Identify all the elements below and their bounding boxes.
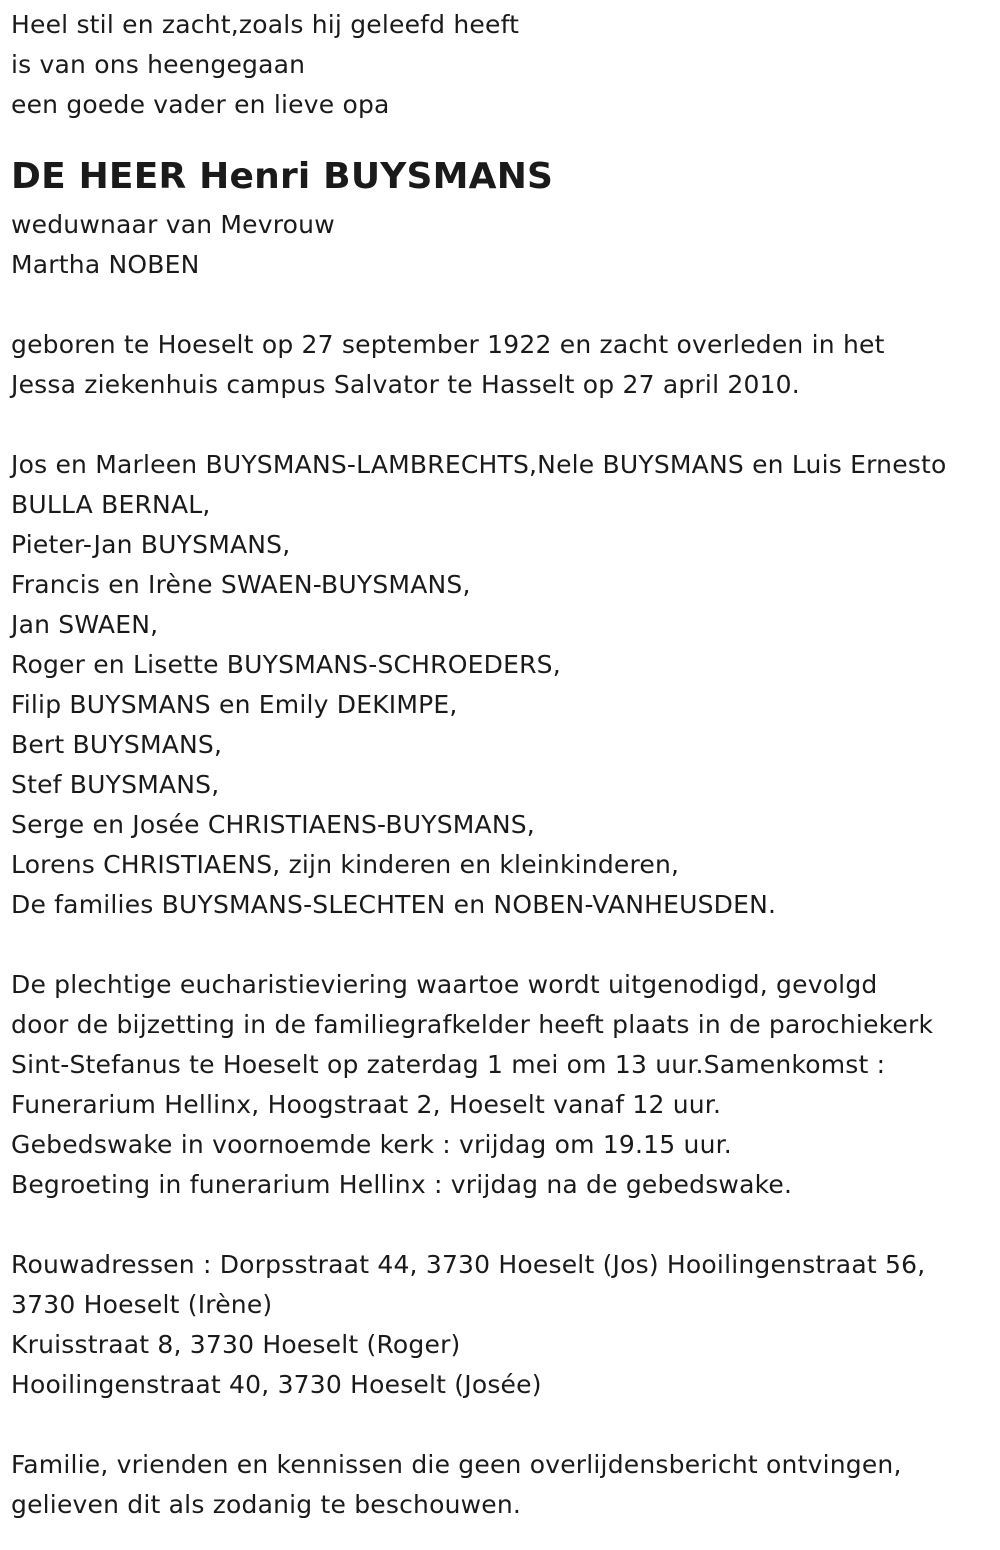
spacer xyxy=(11,1405,996,1445)
spacer xyxy=(11,285,996,325)
closing-line: gelieven dit als zodanig te beschouwen. xyxy=(11,1490,522,1519)
family-line: Roger en Lisette BUYSMANS-SCHROEDERS, xyxy=(11,650,561,679)
family-section xyxy=(11,445,996,925)
family-line: Francis en Irène SWAEN-BUYSMANS, xyxy=(11,570,471,599)
deceased-name-title: DE HEER Henri BUYSMANS xyxy=(11,156,554,197)
closing-line: Familie, vrienden en kennissen die geen overlijdensbericht ontvingen, xyxy=(11,1450,902,1479)
ceremony-line: door de bijzetting in de familiegrafkelder heeft plaats in de parochiekerk xyxy=(11,1010,934,1039)
opening-line: is van ons heengegaan xyxy=(11,50,306,79)
family-line: Serge en Josée CHRISTIAENS-BUYSMANS, xyxy=(11,810,535,839)
spacer xyxy=(11,125,996,149)
ceremony-line: Begroeting in funerarium Hellinx : vrijdag na de gebedswake. xyxy=(11,1170,793,1199)
spacer xyxy=(11,405,996,445)
address-line: Hooilingenstraat 40, 3730 Hoeselt (Josée) xyxy=(11,1370,542,1399)
ceremony-line: Gebedswake in voornoemde kerk : vrijdag om 19.15 uur. xyxy=(11,1130,732,1159)
family-line: Jos en Marleen BUYSMANS-LAMBRECHTS,Nele BUYSMANS en Luis Ernesto xyxy=(11,450,947,479)
addresses-section xyxy=(11,1245,996,1405)
ceremony-line: Funerarium Hellinx, Hoogstraat 2, Hoeselt vanaf 12 uur. xyxy=(11,1090,722,1119)
birth-line: Jessa ziekenhuis campus Salvator te Hasselt op 27 april 2010. xyxy=(11,370,800,399)
spacer xyxy=(11,1205,996,1245)
birth-line: geboren te Hoeselt op 27 september 1922 en zacht overleden in het xyxy=(11,330,885,359)
family-line: Stef BUYSMANS, xyxy=(11,770,220,799)
address-line: Rouwadressen : Dorpsstraat 44, 3730 Hoeselt (Jos) Hooilingenstraat 56, xyxy=(11,1250,926,1279)
family-line: BULLA BERNAL, xyxy=(11,490,211,519)
family-line: Lorens CHRISTIAENS, zijn kinderen en kleinkinderen, xyxy=(11,850,680,879)
family-line: Jan SWAEN, xyxy=(11,610,159,639)
family-line: Filip BUYSMANS en Emily DEKIMPE, xyxy=(11,690,458,719)
opening-line: een goede vader en lieve opa xyxy=(11,90,390,119)
family-line: De families BUYSMANS-SLECHTEN en NOBEN-VANHEUSDEN. xyxy=(11,890,777,919)
ceremony-section xyxy=(11,965,996,1205)
widow-line: weduwnaar van Mevrouw xyxy=(11,210,335,239)
opening-line: Heel stil en zacht,zoals hij geleefd heeft xyxy=(11,10,520,39)
opening-verse xyxy=(11,5,996,125)
closing-section xyxy=(11,1445,996,1525)
widow-line: Martha NOBEN xyxy=(11,250,200,279)
ceremony-line: De plechtige eucharistieviering waartoe wordt uitgenodigd, gevolgd xyxy=(11,970,878,999)
obituary-notice xyxy=(11,5,996,1525)
family-line: Pieter-Jan BUYSMANS, xyxy=(11,530,291,559)
spacer xyxy=(11,925,996,965)
ceremony-line: Sint-Stefanus te Hoeselt op zaterdag 1 mei om 13 uur.Samenkomst : xyxy=(11,1050,886,1079)
widow-section xyxy=(11,205,996,285)
family-line: Bert BUYSMANS, xyxy=(11,730,223,759)
address-line: Kruisstraat 8, 3730 Hoeselt (Roger) xyxy=(11,1330,461,1359)
birth-death-section xyxy=(11,325,996,405)
address-line: 3730 Hoeselt (Irène) xyxy=(11,1290,273,1319)
